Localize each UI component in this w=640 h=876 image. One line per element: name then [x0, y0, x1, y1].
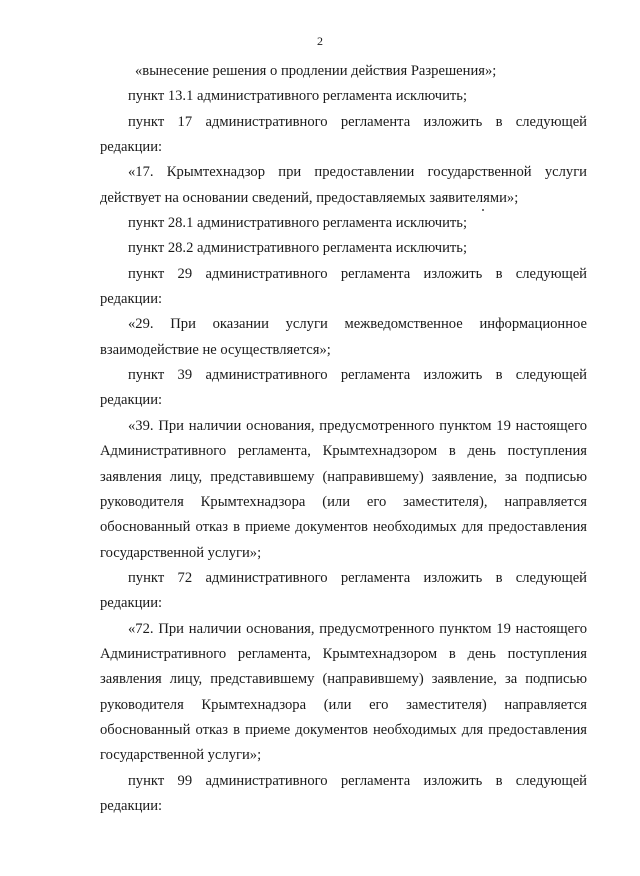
paragraph: пункт 72 административного регламента изложить в следующей редакции:	[100, 569, 587, 612]
paragraph: пункт 28.2 административного регламента исключить;	[128, 240, 468, 257]
paragraph: «39. При наличии основания, предусмотренного пунктом 19 настоящего Административного регламента, Крымтехнадзором в день поступления заявления лицу, представившему (направившему) заявление, за подписью руководителя Крымтехнадзора (или его заместителя), направляется обоснованный отказ в приеме документов необходимых для предоставления государственной услуги»;	[100, 417, 587, 561]
scan-speck	[482, 209, 484, 211]
paragraph: «29. При оказании услуги межведомственное информационное взаимодействие не осуществляется»;	[100, 316, 587, 358]
paragraph: пункт 28.1 административного регламента исключить;	[128, 215, 468, 232]
paragraph: «17. Крымтехнадзор при предоставлении государственной услуги действует на основании сведений, предоставляемых заявителями»;	[100, 164, 587, 206]
paragraph: «72. При наличии основания, предусмотренного пунктом 19 настоящего Административного регламента, Крымтехнадзором в день поступления заявления лицу, представившему (направившему) заявление, за подписью руководителя Крымтехнадзора (или его заместителя) направляется обоснованный отказ в приеме документов необходимых для предоставления государственной услуги»;	[100, 620, 587, 764]
page-number: 2	[317, 34, 323, 48]
paragraph: пункт 39 административного регламента изложить в следующей редакции:	[100, 367, 587, 409]
document-body	[100, 59, 587, 819]
paragraph: «вынесение решения о продлении действия Разрешения»;	[135, 63, 497, 79]
paragraph: пункт 13.1 административного регламента исключить;	[128, 88, 468, 105]
paragraph: пункт 99 административного регламента изложить в следующей редакции:	[100, 772, 587, 814]
paragraph: пункт 17 административного регламента изложить в следующей редакции:	[100, 113, 587, 156]
paragraph: пункт 29 административного регламента изложить в следующей редакции:	[100, 265, 587, 308]
